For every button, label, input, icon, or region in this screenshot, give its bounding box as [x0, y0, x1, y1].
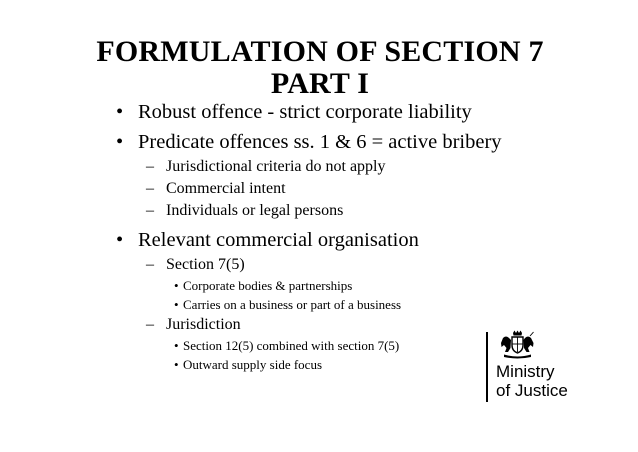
dash-mark: – — [146, 202, 154, 219]
dash-mark: – — [146, 158, 154, 175]
sub-bullet-text: Jurisdiction — [166, 316, 241, 333]
sub-sub-bullet-text: Carries on a business or part of a business — [183, 297, 402, 312]
bullet-mark: • — [174, 297, 179, 312]
bullet-mark: • — [116, 101, 124, 123]
sub-bullet-item — [116, 200, 596, 222]
sub-sub-bullet-text: Section 12(5) combined with section 7(5) — [183, 338, 400, 353]
sub-sub-bullet-text: Corporate bodies & partnerships — [183, 278, 353, 293]
logo-line-2: of Justice — [496, 381, 568, 400]
sub-bullet-text: Commercial intent — [166, 180, 286, 197]
bullet-text: Relevant commercial organisation — [138, 229, 419, 251]
bullet-mark: • — [116, 229, 124, 251]
royal-crest-icon — [498, 330, 536, 360]
sub-bullet-text: Individuals or legal persons — [166, 202, 344, 219]
sub-bullet-text: Section 7(5) — [166, 256, 245, 273]
bullet-text: Robust offence - strict corporate liability — [138, 101, 472, 123]
bullet-item — [116, 226, 596, 254]
dash-mark: – — [146, 256, 154, 273]
bullet-item — [116, 128, 596, 156]
logo-line-1: Ministry — [496, 362, 555, 381]
sub-sub-bullet-text: Outward supply side focus — [183, 357, 323, 372]
ministry-of-justice-logo — [484, 330, 584, 405]
dash-mark: – — [146, 180, 154, 197]
title-line-1: FORMULATION OF SECTION 7 — [96, 35, 544, 68]
bullet-mark: • — [116, 131, 124, 153]
title-line-2: PART I — [270, 67, 370, 100]
slide-title — [60, 36, 580, 100]
bullet-text: Predicate offences ss. 1 & 6 = active bribery — [138, 131, 502, 153]
sub-bullet-item — [116, 156, 596, 178]
sub-bullet-item — [116, 254, 596, 276]
sub-sub-bullet-item — [116, 276, 596, 295]
bullet-item — [116, 98, 596, 126]
sub-bullet-text: Jurisdictional criteria do not apply — [166, 158, 386, 175]
bullet-mark: • — [174, 338, 179, 353]
dash-mark: – — [146, 316, 154, 333]
logo-divider — [486, 332, 488, 402]
logo-wordmark — [496, 362, 568, 400]
bullet-mark: • — [174, 357, 179, 372]
bullet-mark: • — [174, 278, 179, 293]
sub-sub-bullet-item — [116, 295, 596, 314]
sub-bullet-item — [116, 178, 596, 200]
